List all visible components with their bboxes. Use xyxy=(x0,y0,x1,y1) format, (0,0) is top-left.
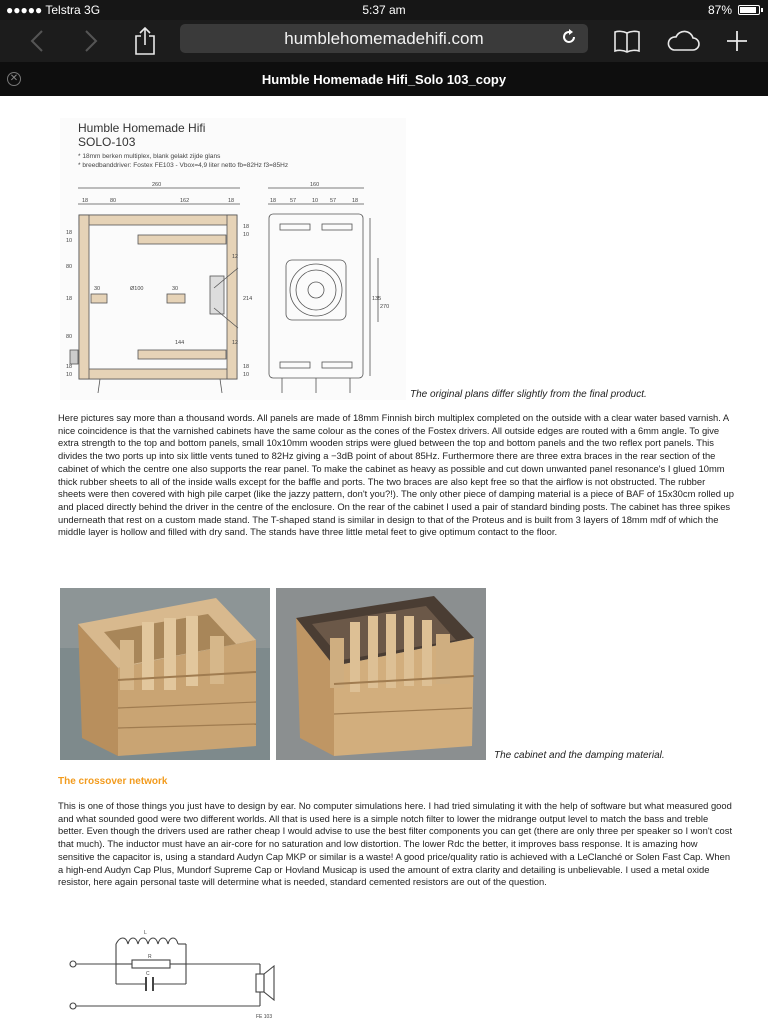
forward-arrow-icon xyxy=(84,30,98,52)
bookmarks-icon xyxy=(613,29,641,53)
browser-toolbar xyxy=(0,20,768,62)
dim-v-80-bottom: 80 xyxy=(66,334,73,340)
dim-57-left: 57 xyxy=(290,198,297,204)
dim-front-18-left: 18 xyxy=(270,198,277,204)
new-tab-icon xyxy=(726,30,748,52)
dim-162: 162 xyxy=(180,198,190,204)
dim-v-18-bottom: 18 xyxy=(66,364,73,370)
dim-18-left: 18 xyxy=(82,198,89,204)
status-bar xyxy=(0,0,768,20)
dim-r-10: 10 xyxy=(243,232,250,238)
cabinet-photo xyxy=(60,588,270,760)
carrier-label: ●●●●● Telstra 3G xyxy=(6,3,101,17)
dim-270: 270 xyxy=(380,304,390,310)
dim-front-18-right: 18 xyxy=(352,198,359,204)
plans-note-material: * 18mm berken multiplex, blank gelakt zijde glans xyxy=(78,153,221,160)
capacitor-label: C xyxy=(146,971,150,977)
intro-paragraph: Here pictures say more than a thousand words. All panels are made of 18mm Finnish birch multiplex completed on the outside with a clear water based varnish. A nice coincidence is that the varnished cabinets have the same colour as the cones of the Fostex drivers. All outside edges are routed with a 6mm angle. To give extra strength to the top and bottom panels, small 10x10mm wooden strips were glued between the top and bottom panels and the two reflex port panels. This divides the two ports up into six little vents tuned to 82Hz giving a −3dB point of about 85Hz. Furthermore there are three extra braces in the rear section of the cabinet of which the centre one also supports the rear panel. To make the cabinet as heavy as possible and cut down unwanted panel resonance's I glued 10mm thick rubber sheets to all of the inside walls except for the baffle and ports. The two braces are also kept free so that the airflow is not obstructed. The rubber sheets were then covered with high pile carpet (like the jazzy pattern, don't you?!). The only other piece of damping material is a piece of BAF of 15x30cm rolled up and placed directly behind the driver in the centre of the enclosure. On the rear of the cabinet I used a pair of standard binding posts. The cabinet has three spikes underneath that rest on a custom made stand. The T-shaped stand is similar in design to that of the Proteus and is built from 3 layers of 18mm mdf of which the middle layer is hollow and filled with dry sand. The stands have three little metal feet to give optimum contact to the floor. xyxy=(58,412,734,538)
dim-10-center: 10 xyxy=(312,198,319,204)
dim-v-10: 10 xyxy=(66,238,73,244)
plans-caption: The original plans differ slightly from the final product. xyxy=(410,389,647,400)
dim-r-18-bottom: 18 xyxy=(243,364,250,370)
battery-percent: 87% xyxy=(707,3,732,17)
dim-v-10-bottom: 10 xyxy=(66,372,73,378)
forward-button[interactable] xyxy=(74,24,108,58)
url-text: humblehomemadehifi.com xyxy=(284,29,484,48)
reload-button[interactable] xyxy=(560,28,580,48)
dim-160: 160 xyxy=(310,182,320,188)
dim-v-80-top: 80 xyxy=(66,264,73,270)
battery-icon xyxy=(738,5,760,15)
dim-r-18: 18 xyxy=(243,224,250,230)
plans-note-driver: * breedbanddriver: Fostex FE103 - Vbox=4,9 liter netto fb=82Hz f3=85Hz xyxy=(78,162,289,169)
speaker-plans-drawing xyxy=(60,118,406,400)
dim-r-10-bottom: 10 xyxy=(243,372,250,378)
dim-80: 80 xyxy=(110,198,117,204)
dim-144: 144 xyxy=(175,340,185,346)
battery-fill xyxy=(740,7,756,13)
dim-57-right: 57 xyxy=(330,198,337,204)
dim-18-right: 18 xyxy=(228,198,235,204)
clock: 5:37 am xyxy=(362,3,406,17)
new-tab-button[interactable] xyxy=(720,24,754,58)
dim-135: 135 xyxy=(372,296,382,302)
share-button[interactable] xyxy=(128,24,162,58)
plans-model: SOLO-103 xyxy=(78,135,136,149)
back-arrow-icon xyxy=(30,30,44,52)
dim-30-left: 30 xyxy=(94,286,101,292)
cabinet-caption: The cabinet and the damping material. xyxy=(494,750,665,761)
resistor-label: R xyxy=(148,954,152,960)
crossover-schematic xyxy=(60,924,290,1024)
web-page xyxy=(0,96,768,1024)
crossover-paragraph: This is one of those things you just have to design by ear. No computer simulations here. I had tried simulating it with the help of software but what measured good and what sounded good were two different worlds. All that is used here is a simple notch filter to lower the midrange output level to match the bass and treble better. Even though the drivers used are rather cheap I would advise to use the best filter components you can get (there are only three per speaker so I won't cost that much). The inductor must have an air-core for no saturation and low distortion. The lower Rdc the better, it improves bass response. It is amazing how sensitive the capacitor is, using a standard Audyn Cap MKP or similar is a waste! A good price/quality ratio is achieved with a LeClanché or Solen Fast Cap. When a high-end Audyn Cap Plus, Mundorf Supreme Cap or Hovland Musicap is used the amount of extra clarity and detailing is unbelievable. I used a metal oxide resistor, here again personal taste will determine what is needed, standard cemented resistors are out of the question. xyxy=(58,800,733,888)
tab-bar xyxy=(0,62,768,96)
crossover-heading: The crossover network xyxy=(58,776,168,787)
close-icon: ✕ xyxy=(9,73,19,84)
cloud-tabs-button[interactable] xyxy=(666,24,700,58)
dim-v-18-mid: 18 xyxy=(66,296,73,302)
reload-icon xyxy=(560,28,578,46)
back-button[interactable] xyxy=(20,24,54,58)
dim-30-right: 30 xyxy=(172,286,179,292)
damping-material-photo xyxy=(276,588,486,760)
share-icon xyxy=(134,27,156,55)
dim-12-top: 12 xyxy=(232,254,239,260)
tab-title: Humble Homemade Hifi_Solo 103_copy xyxy=(261,72,507,87)
cloud-tabs-icon xyxy=(666,30,700,52)
dim-12-bottom: 12 xyxy=(232,340,239,346)
inductor-label: L xyxy=(144,930,147,936)
dim-v-18: 18 xyxy=(66,230,73,236)
dim-diameter-100: Ø100 xyxy=(130,286,144,292)
bookmarks-button[interactable] xyxy=(610,24,644,58)
plans-heading: Humble Homemade Hifi xyxy=(78,121,206,135)
address-bar[interactable] xyxy=(180,24,588,53)
dim-260: 260 xyxy=(152,182,162,188)
driver-label: FE 103 xyxy=(256,1014,273,1020)
dim-214: 214 xyxy=(243,296,253,302)
